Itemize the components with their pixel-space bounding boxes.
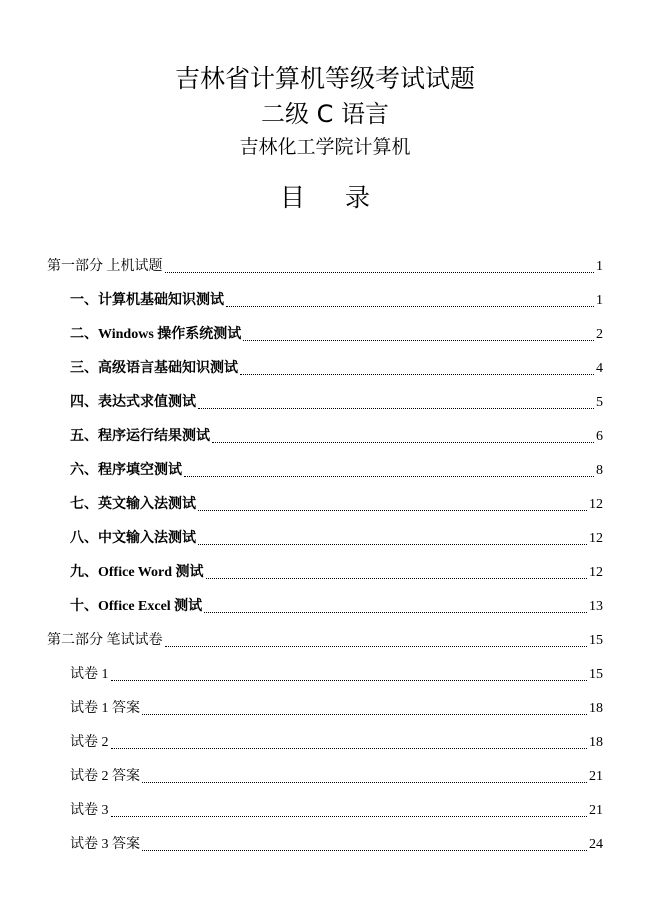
document-subtitle: 二级 C 语言 <box>260 100 389 128</box>
toc-entry-paper-3[interactable] <box>70 799 603 821</box>
toc-leader-dots <box>142 849 587 851</box>
toc-entry-label: 五、程序运行结果测试 <box>70 429 210 444</box>
toc-leader-dots <box>142 781 587 783</box>
toc-leader-dots <box>198 509 587 511</box>
toc-leader-dots <box>204 611 587 613</box>
toc-entry-1[interactable] <box>70 289 603 311</box>
toc-leader-dots <box>212 441 594 443</box>
toc-entry-page: 1 <box>596 259 603 274</box>
toc-entry-page: 2 <box>596 327 603 342</box>
toc-entry-page: 8 <box>596 463 603 478</box>
toc-entry-page: 21 <box>589 803 603 818</box>
toc-leader-dots <box>198 407 594 409</box>
toc-leader-dots <box>206 577 587 579</box>
toc-entry-label: 第一部分 上机试题 <box>47 259 163 274</box>
toc-entry-label: 试卷 2 答案 <box>70 769 140 784</box>
toc-entry-page: 13 <box>589 599 603 614</box>
toc-entry-label: 八、中文输入法测试 <box>70 531 196 546</box>
toc-entry-page: 21 <box>589 769 603 784</box>
toc-entry-label: 三、高级语言基础知识测试 <box>70 361 238 376</box>
institution-name: 吉林化工学院计算机 <box>239 136 411 158</box>
toc-entry-page: 12 <box>589 531 603 546</box>
toc-entry-label: 第二部分 笔试试卷 <box>47 633 163 648</box>
toc-entry-paper-2[interactable] <box>70 731 603 753</box>
toc-entry-5[interactable] <box>70 425 603 447</box>
toc-entry-page: 18 <box>589 735 603 750</box>
toc-entry-label: 试卷 3 答案 <box>70 837 140 852</box>
toc-entry-paper-1[interactable] <box>70 663 603 685</box>
toc-leader-dots <box>111 679 588 681</box>
toc-entry-label: 九、Office Word 测试 <box>70 565 204 580</box>
toc-leader-dots <box>184 475 594 477</box>
toc-leader-dots <box>226 305 594 307</box>
toc-entry-page: 12 <box>589 497 603 512</box>
toc-entry-label: 七、英文输入法测试 <box>70 497 196 512</box>
toc-entry-page: 15 <box>589 633 603 648</box>
toc-entry-page: 15 <box>589 667 603 682</box>
toc-entry-4[interactable] <box>70 391 603 413</box>
toc-entry-7[interactable] <box>70 493 603 515</box>
toc-entry-page: 24 <box>589 837 603 852</box>
toc-entry-label: 四、表达式求值测试 <box>70 395 196 410</box>
toc-leader-dots <box>243 339 594 341</box>
toc-leader-dots <box>142 713 587 715</box>
toc-entry-label: 试卷 3 <box>70 803 109 818</box>
toc-entry-label: 试卷 1 <box>70 667 109 682</box>
toc-entry-page: 5 <box>596 395 603 410</box>
toc-entry-page: 6 <box>596 429 603 444</box>
toc-entry-8[interactable] <box>70 527 603 549</box>
toc-leader-dots <box>111 815 588 817</box>
toc-entry-paper-1-answers[interactable] <box>70 697 603 719</box>
document-title: 吉林省计算机等级考试试题 <box>174 64 475 93</box>
toc-entry-label: 六、程序填空测试 <box>70 463 182 478</box>
toc-entry-paper-3-answers[interactable] <box>70 833 603 855</box>
toc-entry-page: 18 <box>589 701 603 716</box>
toc-entry-label: 一、计算机基础知识测试 <box>70 293 224 308</box>
toc-entry-10[interactable] <box>70 595 603 617</box>
contents-heading: 目录 <box>279 183 410 212</box>
toc-entry-paper-2-answers[interactable] <box>70 765 603 787</box>
toc-entry-page: 1 <box>596 293 603 308</box>
toc-leader-dots <box>165 271 595 273</box>
toc-entry-part-2[interactable] <box>47 629 603 651</box>
toc-entry-page: 12 <box>589 565 603 580</box>
toc-entry-6[interactable] <box>70 459 603 481</box>
toc-entry-page: 4 <box>596 361 603 376</box>
toc-entry-2[interactable] <box>70 323 603 345</box>
toc-entry-label: 二、Windows 操作系统测试 <box>70 327 242 342</box>
toc-leader-dots <box>111 747 588 749</box>
toc-leader-dots <box>240 373 594 375</box>
toc-leader-dots <box>198 543 587 545</box>
toc-entry-label: 试卷 2 <box>70 735 109 750</box>
toc-entry-3[interactable] <box>70 357 603 379</box>
toc-entry-part-1[interactable] <box>47 255 603 277</box>
toc-leader-dots <box>165 645 588 647</box>
toc-entry-label: 试卷 1 答案 <box>70 701 140 716</box>
toc-entry-label: 十、Office Excel 测试 <box>70 599 203 614</box>
toc-entry-9[interactable] <box>70 561 603 583</box>
